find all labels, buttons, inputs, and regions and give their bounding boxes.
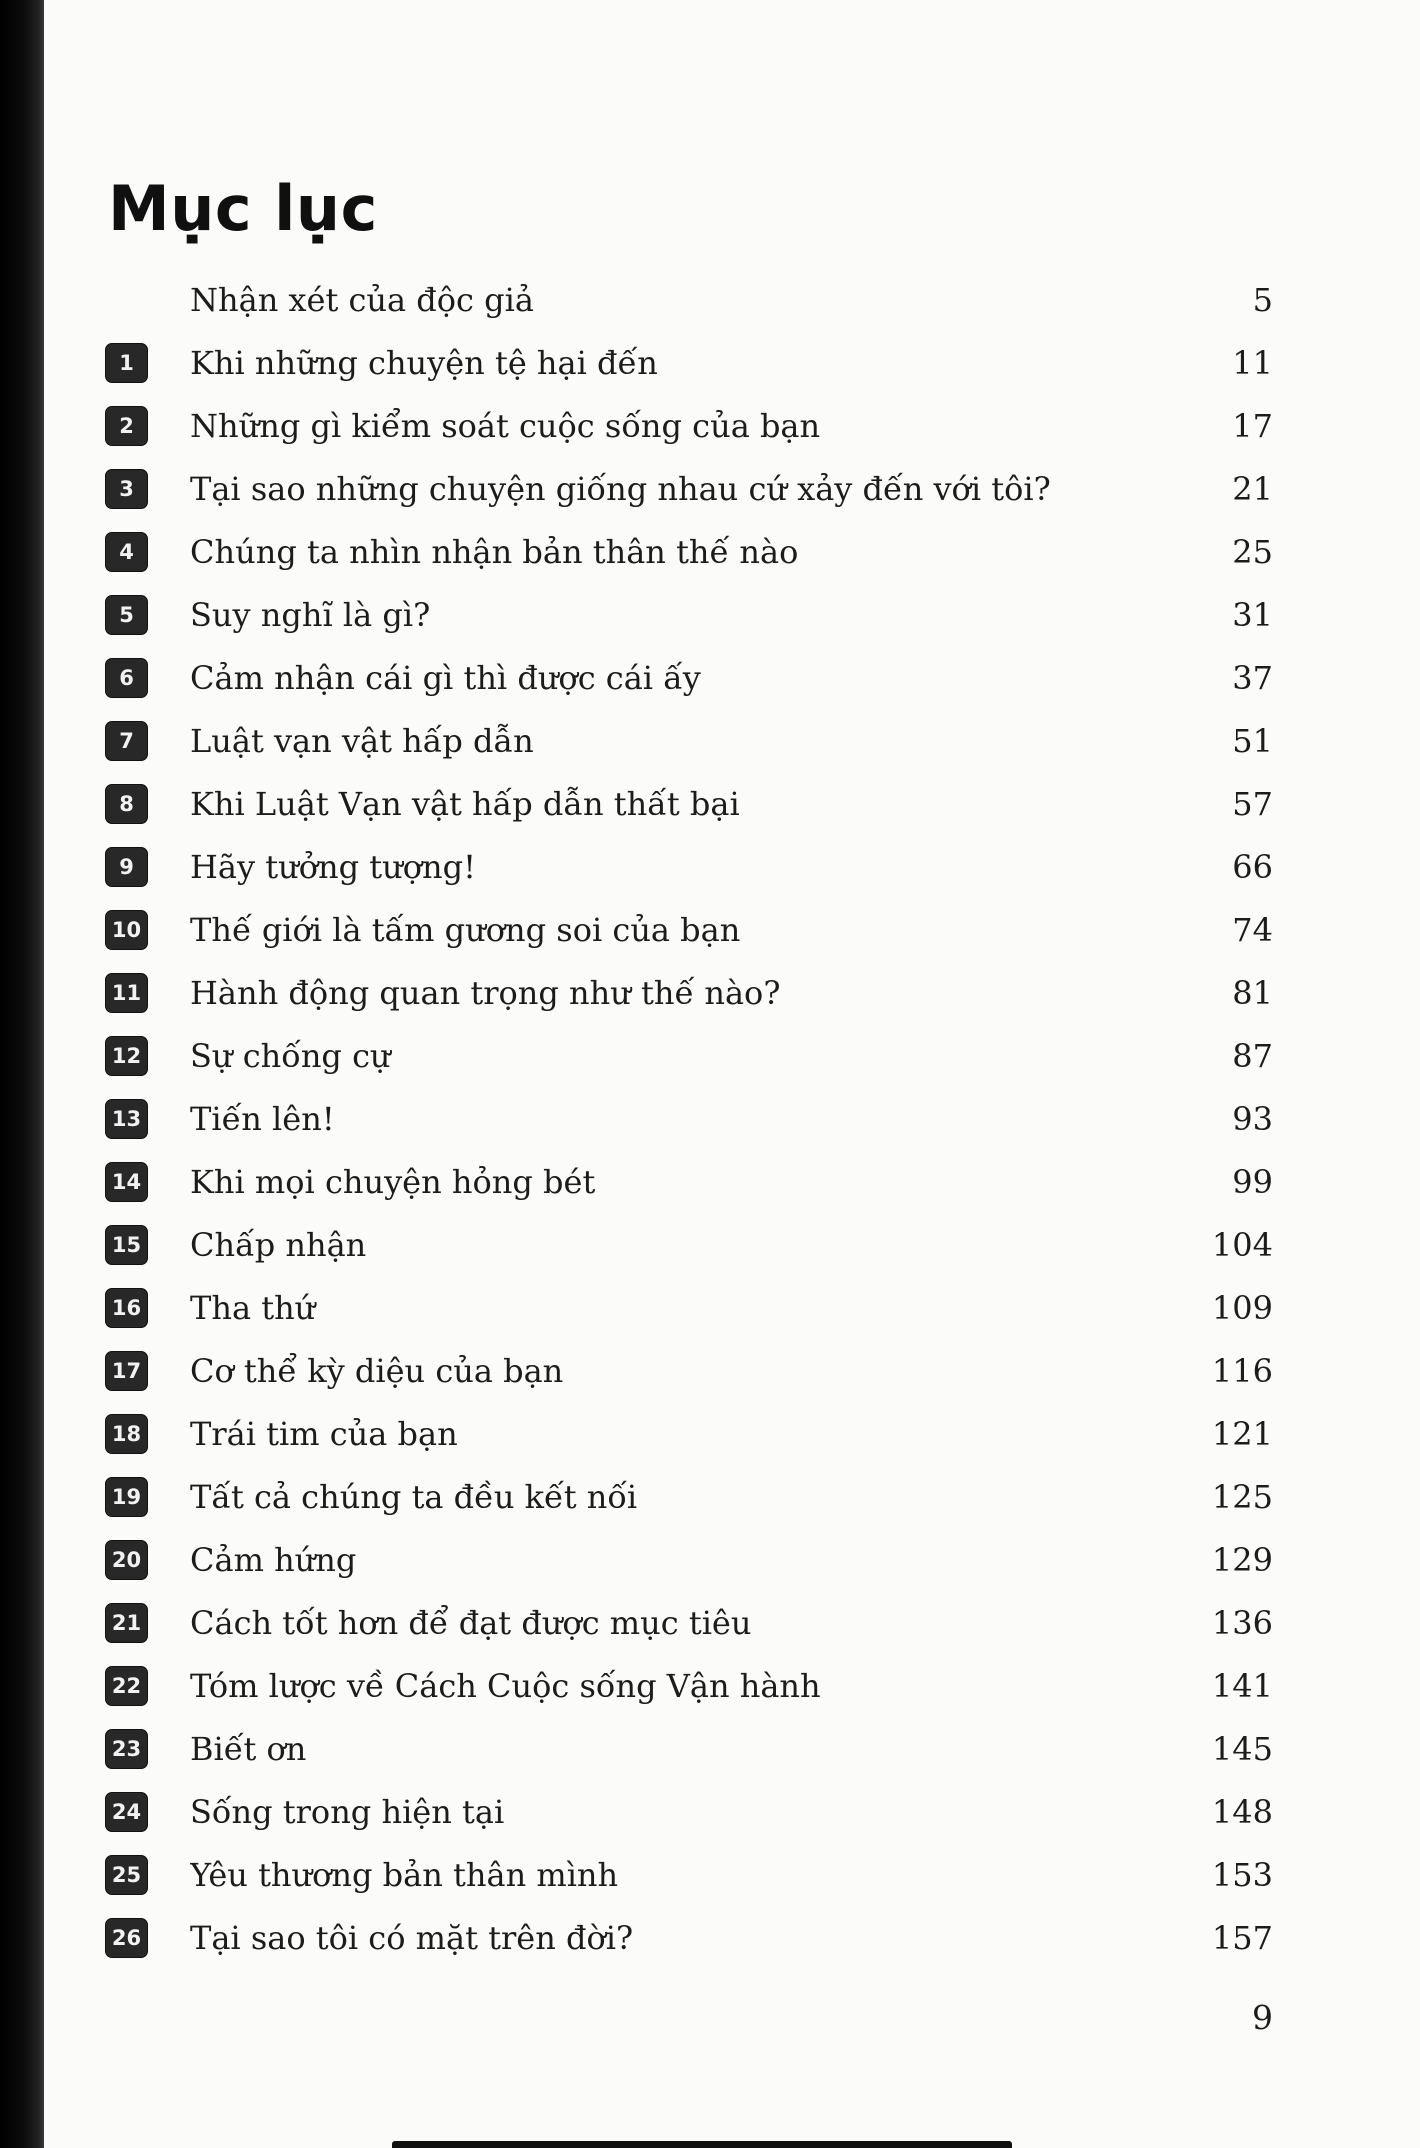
chapter-badge: 18 xyxy=(105,1414,148,1454)
scan-gutter-shadow xyxy=(0,0,44,2148)
chapter-badge-cell xyxy=(105,1414,190,1454)
chapter-badge-cell xyxy=(105,847,190,887)
chapter-badge-cell xyxy=(105,280,190,320)
toc-row xyxy=(105,331,1273,394)
chapter-title: Trái tim của bạn xyxy=(190,1414,458,1453)
toc-row xyxy=(105,394,1273,457)
page-title: Mục lục xyxy=(108,171,378,245)
toc-row xyxy=(105,1276,1273,1339)
toc-row xyxy=(105,772,1273,835)
toc-row xyxy=(105,1591,1273,1654)
chapter-title: Khi Luật Vạn vật hấp dẫn thất bại xyxy=(190,784,740,823)
page-number: 116 xyxy=(1211,1351,1273,1390)
toc-row xyxy=(105,268,1273,331)
chapter-title: Nhận xét của độc giả xyxy=(190,280,534,319)
chapter-badge: 1 xyxy=(105,343,148,383)
chapter-badge: 11 xyxy=(105,973,148,1013)
chapter-badge-cell xyxy=(105,1162,190,1202)
chapter-title: Khi mọi chuyện hỏng bét xyxy=(190,1162,596,1201)
chapter-title: Biết ơn xyxy=(190,1729,307,1768)
chapter-title: Tại sao tôi có mặt trên đời? xyxy=(190,1918,634,1957)
page-number: 87 xyxy=(1232,1036,1273,1075)
chapter-badge-cell xyxy=(105,1603,190,1643)
scan-bottom-edge xyxy=(392,2141,1012,2148)
toc-row xyxy=(105,646,1273,709)
page-number: 157 xyxy=(1211,1918,1273,1957)
chapter-badge-cell xyxy=(105,469,190,509)
toc-row xyxy=(105,457,1273,520)
chapter-title: Hành động quan trọng như thế nào? xyxy=(190,973,781,1012)
chapter-title: Hãy tưởng tượng! xyxy=(190,847,476,886)
toc-row xyxy=(105,898,1273,961)
page-number: 109 xyxy=(1211,1288,1273,1327)
toc-row xyxy=(105,1024,1273,1087)
chapter-badge: 26 xyxy=(105,1918,148,1958)
page-number: 141 xyxy=(1211,1666,1273,1705)
chapter-title: Yêu thương bản thân mình xyxy=(190,1855,619,1894)
chapter-badge-cell xyxy=(105,1477,190,1517)
page-number: 31 xyxy=(1232,595,1273,634)
page-number: 148 xyxy=(1211,1792,1273,1831)
toc-row xyxy=(105,520,1273,583)
page-number: 17 xyxy=(1232,406,1273,445)
chapter-title: Chúng ta nhìn nhận bản thân thế nào xyxy=(190,532,799,571)
chapter-badge-cell xyxy=(105,1729,190,1769)
page-number: 74 xyxy=(1232,910,1273,949)
chapter-badge: 12 xyxy=(105,1036,148,1076)
toc-row xyxy=(105,1528,1273,1591)
chapter-badge: 10 xyxy=(105,910,148,950)
chapter-badge: 22 xyxy=(105,1666,148,1706)
chapter-badge-cell xyxy=(105,1855,190,1895)
chapter-title: Cảm nhận cái gì thì được cái ấy xyxy=(190,658,701,697)
toc-row xyxy=(105,1213,1273,1276)
chapter-badge-cell xyxy=(105,1288,190,1328)
chapter-badge: 14 xyxy=(105,1162,148,1202)
chapter-badge: 20 xyxy=(105,1540,148,1580)
page-number: 25 xyxy=(1232,532,1273,571)
chapter-badge-cell xyxy=(105,1099,190,1139)
chapter-badge-cell xyxy=(105,1540,190,1580)
chapter-badge-cell xyxy=(105,658,190,698)
toc-row xyxy=(105,583,1273,646)
chapter-badge: 9 xyxy=(105,847,148,887)
chapter-badge: 6 xyxy=(105,658,148,698)
folio-page-number: 9 xyxy=(1252,1998,1273,2037)
chapter-badge: 21 xyxy=(105,1603,148,1643)
toc-row xyxy=(105,1717,1273,1780)
toc-row xyxy=(105,1654,1273,1717)
toc-row xyxy=(105,1150,1273,1213)
page-number: 37 xyxy=(1232,658,1273,697)
chapter-title: Luật vạn vật hấp dẫn xyxy=(190,721,534,760)
toc-row xyxy=(105,709,1273,772)
chapter-badge-cell xyxy=(105,1918,190,1958)
chapter-title: Khi những chuyện tệ hại đến xyxy=(190,343,658,382)
chapter-title: Cách tốt hơn để đạt được mục tiêu xyxy=(190,1603,752,1642)
chapter-title: Cảm hứng xyxy=(190,1540,357,1579)
chapter-badge-cell xyxy=(105,1351,190,1391)
chapter-badge: 15 xyxy=(105,1225,148,1265)
chapter-badge: 2 xyxy=(105,406,148,446)
toc-row xyxy=(105,1339,1273,1402)
chapter-title: Tại sao những chuyện giống nhau cứ xảy đến với tôi? xyxy=(190,469,1051,508)
chapter-title: Tất cả chúng ta đều kết nối xyxy=(190,1477,638,1516)
page-number: 153 xyxy=(1211,1855,1273,1894)
toc-row xyxy=(105,1402,1273,1465)
toc-row xyxy=(105,1843,1273,1906)
chapter-badge-cell xyxy=(105,532,190,572)
page-number: 99 xyxy=(1232,1162,1273,1201)
chapter-title: Chấp nhận xyxy=(190,1225,367,1264)
chapter-title: Tóm lược về Cách Cuộc sống Vận hành xyxy=(190,1666,821,1705)
page-number: 51 xyxy=(1232,721,1273,760)
page-number: 5 xyxy=(1252,280,1273,319)
page-number: 136 xyxy=(1211,1603,1273,1642)
toc-row xyxy=(105,1087,1273,1150)
chapter-badge-cell xyxy=(105,1225,190,1265)
page-number: 21 xyxy=(1232,469,1273,508)
chapter-badge: 17 xyxy=(105,1351,148,1391)
chapter-badge: 24 xyxy=(105,1792,148,1832)
page-number: 11 xyxy=(1232,343,1273,382)
page-number: 81 xyxy=(1232,973,1273,1012)
chapter-badge: 19 xyxy=(105,1477,148,1517)
chapter-title: Sự chống cự xyxy=(190,1036,391,1075)
toc-row xyxy=(105,961,1273,1024)
chapter-title: Tha thứ xyxy=(190,1288,316,1327)
toc-list xyxy=(105,268,1273,1969)
page-number: 93 xyxy=(1232,1099,1273,1138)
chapter-badge-cell xyxy=(105,406,190,446)
chapter-badge: 7 xyxy=(105,721,148,761)
chapter-badge-cell xyxy=(105,595,190,635)
chapter-badge: 16 xyxy=(105,1288,148,1328)
toc-row xyxy=(105,1465,1273,1528)
chapter-badge-cell xyxy=(105,910,190,950)
chapter-badge: 13 xyxy=(105,1099,148,1139)
chapter-badge: 5 xyxy=(105,595,148,635)
chapter-title: Sống trong hiện tại xyxy=(190,1792,505,1831)
page-number: 145 xyxy=(1211,1729,1273,1768)
page-number: 57 xyxy=(1232,784,1273,823)
chapter-title: Suy nghĩ là gì? xyxy=(190,595,431,634)
toc-row xyxy=(105,1906,1273,1969)
chapter-badge: 23 xyxy=(105,1729,148,1769)
chapter-badge-cell xyxy=(105,1666,190,1706)
chapter-badge: 3 xyxy=(105,469,148,509)
chapter-badge: 8 xyxy=(105,784,148,824)
page-number: 104 xyxy=(1211,1225,1273,1264)
chapter-badge-cell xyxy=(105,721,190,761)
page-number: 121 xyxy=(1211,1414,1273,1453)
chapter-title: Tiến lên! xyxy=(190,1099,335,1138)
chapter-badge-cell xyxy=(105,1792,190,1832)
page-number: 129 xyxy=(1211,1540,1273,1579)
chapter-title: Thế giới là tấm gương soi của bạn xyxy=(190,910,741,949)
toc-row xyxy=(105,1780,1273,1843)
page-number: 66 xyxy=(1232,847,1273,886)
chapter-badge-cell xyxy=(105,973,190,1013)
page-number: 125 xyxy=(1211,1477,1273,1516)
chapter-badge: 4 xyxy=(105,532,148,572)
chapter-badge: 25 xyxy=(105,1855,148,1895)
toc-row xyxy=(105,835,1273,898)
chapter-badge-cell xyxy=(105,343,190,383)
chapter-badge-cell xyxy=(105,1036,190,1076)
chapter-badge-cell xyxy=(105,784,190,824)
chapter-title: Những gì kiểm soát cuộc sống của bạn xyxy=(190,406,821,445)
chapter-title: Cơ thể kỳ diệu của bạn xyxy=(190,1351,564,1390)
